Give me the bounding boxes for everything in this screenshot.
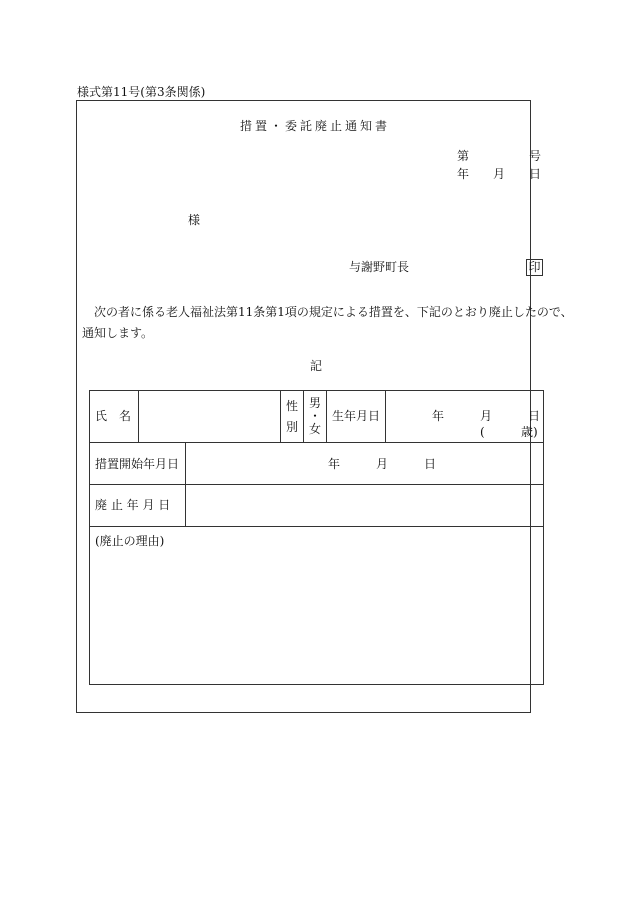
table-col-divider (280, 390, 281, 442)
table-row-divider (89, 442, 544, 443)
start-month: 月 (376, 457, 389, 471)
start-date-label: 措置開始年月日 (95, 457, 180, 471)
seal-mark: 印 (526, 259, 543, 276)
number-dai: 第 (457, 149, 470, 163)
date-month: 月 (493, 167, 506, 181)
sex-label-top: 性 (286, 399, 299, 413)
body-text-line2: 通知します。 (82, 326, 154, 340)
birth-day: 日 (528, 409, 541, 423)
date-day: 日 (529, 167, 542, 181)
number-gou: 号 (529, 149, 542, 163)
birth-date-label: 生年月日 (332, 409, 381, 423)
table-col-divider (138, 390, 139, 442)
table-col-divider (303, 390, 304, 442)
sex-female: 女 (309, 422, 322, 436)
birth-year: 年 (432, 409, 445, 423)
age-open: ( (480, 425, 485, 439)
start-day: 日 (424, 457, 437, 471)
table-row-divider (89, 526, 544, 527)
body-text-line1: 次の者に係る老人福祉法第11条第1項の規定による措置を、下記のとおり廃止したので、 (94, 305, 573, 319)
reason-label: (廃止の理由) (95, 534, 165, 548)
addressee-suffix: 様 (188, 213, 201, 227)
name-label: 氏 名 (95, 409, 132, 423)
birth-month: 月 (480, 409, 493, 423)
table-col-divider (185, 442, 186, 526)
table-col-divider (385, 390, 386, 442)
table-col-divider (326, 390, 327, 442)
abolish-date-label: 廃 止 年 月 日 (95, 498, 171, 512)
start-year: 年 (328, 457, 341, 471)
sex-label-bottom: 別 (286, 420, 299, 434)
form-number-label: 様式第11号(第3条関係) (77, 85, 206, 99)
sex-male: 男 (309, 396, 322, 410)
sex-dot: ・ (309, 409, 322, 423)
issuer-name: 与謝野町長 (349, 260, 410, 274)
table-row-divider (89, 484, 544, 485)
age-close: 歳) (521, 425, 538, 439)
ki-heading: 記 (310, 359, 323, 373)
date-year: 年 (457, 167, 470, 181)
document-title: 措置・委託廃止通知書 (240, 119, 391, 133)
